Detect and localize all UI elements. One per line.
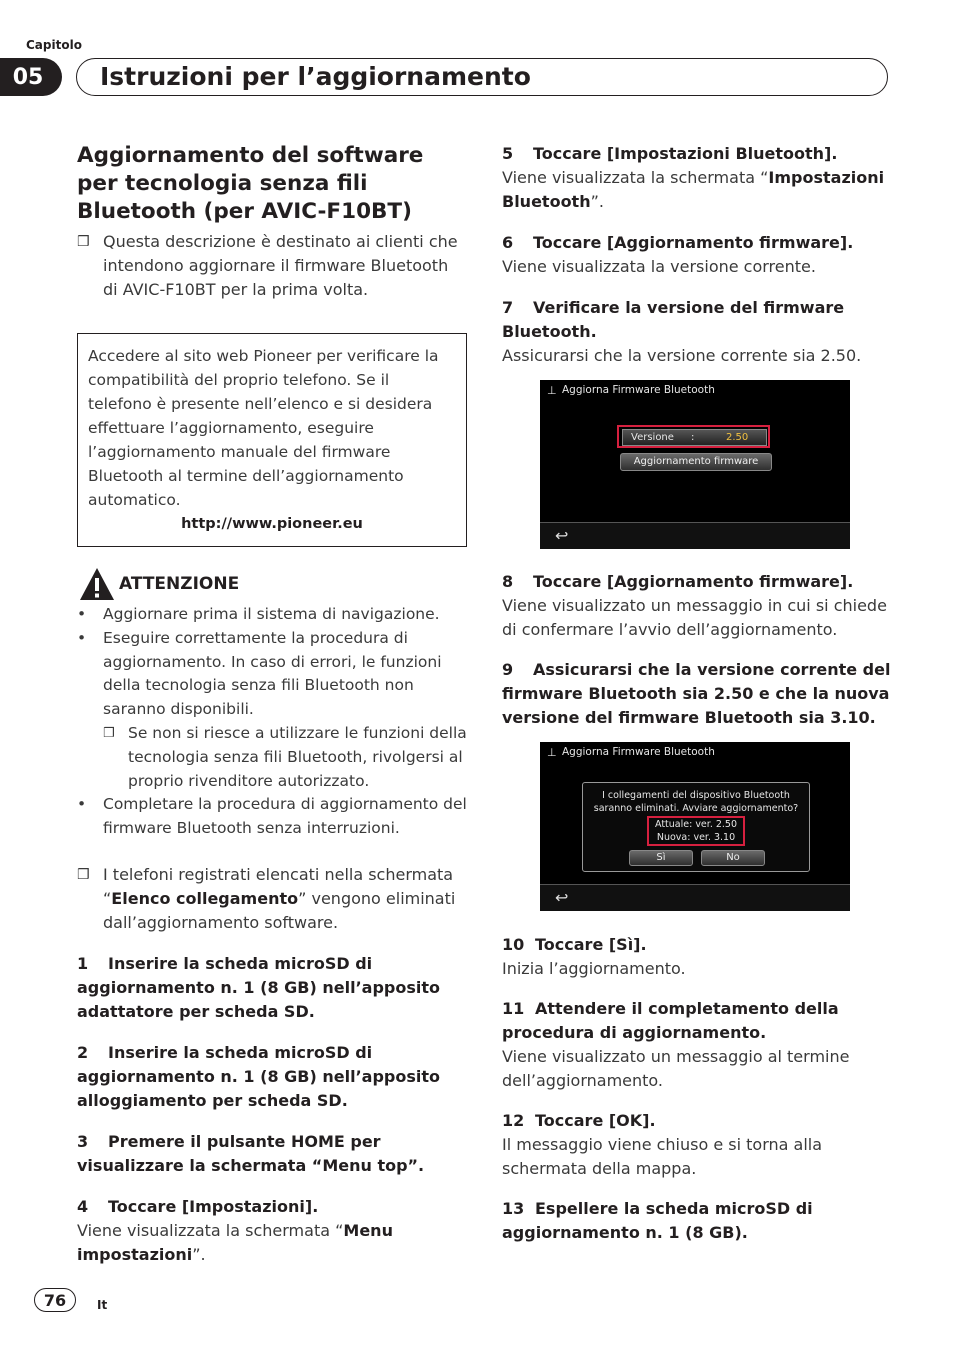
back-icon[interactable]: ↩ <box>555 526 569 545</box>
signal-icon: ⊥ <box>547 384 557 397</box>
step-11: 11 Attendere il completamento della procedura di aggiornamento. <box>502 999 839 1042</box>
step-1: 1 Inserire la scheda microSD di aggiornamento n. 1 (8 GB) nell’apposito adattatore per scheda SD. <box>77 953 440 1021</box>
warning-bullet: • Completare la procedura di aggiornamento del firmware Bluetooth senza interruzioni. <box>77 795 467 838</box>
screen-title-bar: ⊥ Aggiorna Firmware Bluetooth <box>540 380 850 400</box>
step-6: 6 Toccare [Aggiornamento firmware]. <box>502 233 854 252</box>
chapter-title: Istruzioni per l’aggiornamento <box>100 62 531 91</box>
left-column <box>77 142 467 1267</box>
info-box <box>77 333 467 547</box>
warning-title: ATTENZIONE <box>119 574 240 594</box>
step-4: 4 Toccare [Impostazioni]. <box>77 1196 319 1216</box>
right-column-middle <box>502 570 894 730</box>
chapter-label: Capitolo <box>26 38 82 52</box>
signal-icon: ⊥ <box>547 746 557 759</box>
step-10: 10 Toccare [Sì]. <box>502 935 647 954</box>
step-5: 5 Toccare [Impostazioni Bluetooth]. <box>502 144 838 163</box>
version-info: Attuale: ver. 2.50 Nuova: ver. 3.10 <box>654 819 738 843</box>
step-7-desc: Assicurarsi che la versione corrente sia 2.50. <box>502 346 862 365</box>
warning-bullet: • Aggiornare prima il sistema di navigazione. <box>77 605 440 623</box>
step-9: 9 Assicurarsi che la versione corrente del firmware Bluetooth sia 2.50 e che la nuova versione del firmware Bluetooth sia 3.10. <box>502 660 891 727</box>
screen-bottom-bar <box>540 884 850 911</box>
warning-heading <box>77 567 467 601</box>
step-6-desc: Viene visualizzata la versione corrente. <box>502 257 816 276</box>
pioneer-url-link[interactable]: http://www.pioneer.eu <box>181 516 363 532</box>
right-column <box>502 142 894 368</box>
note-item <box>77 230 467 302</box>
checkbox-icon: ❒ <box>103 725 115 741</box>
page-number: 76 <box>34 1288 76 1312</box>
step-8: 8 Toccare [Aggiornamento firmware]. <box>502 572 854 591</box>
step-5-desc: Viene visualizzata la schermata “Impostazioni Bluetooth”. <box>502 168 885 211</box>
step-8-desc: Viene visualizzato un messaggio in cui si chiede di confermare l’avvio dell’aggiornamento. <box>502 596 887 639</box>
screen-title-bar: ⊥ Aggiorna Firmware Bluetooth <box>540 742 850 762</box>
version-row: Versione : 2.50 <box>622 429 767 446</box>
note-text: Questa descrizione è destinato ai clienti che intendono aggiornare il firmware Bluetooth di AVIC-F10BT per la prima volta. <box>103 232 458 299</box>
step-12: 12 Toccare [OK]. <box>502 1111 656 1130</box>
note-item <box>77 863 467 935</box>
step-4-desc: Viene visualizzata la schermata “Menu impostazioni”. <box>77 1220 393 1264</box>
chapter-number-badge: 05 <box>0 58 62 96</box>
right-column-bottom <box>502 933 894 1245</box>
checkbox-icon: ❒ <box>77 866 90 883</box>
info-box-text: Accedere al sito web Pioneer per verificare la compatibilità del proprio telefono. Se il telefono è presente nell’elenco e si desidera effettuare l’aggiornamento, eseguire l’aggiornamento manuale del firmware Bluetooth al termine dell’aggiornamento automatico. <box>88 347 439 509</box>
warning-icon <box>79 567 115 601</box>
step-7: 7 Verificare la versione del firmware Bluetooth. <box>502 298 845 341</box>
note-text: I telefoni registrati elencati nella schermata “Elenco collegamento” vengono eliminati dall’aggiornamento software. <box>103 864 456 932</box>
step-10-desc: Inizia l’aggiornamento. <box>502 959 686 978</box>
yes-button[interactable]: Sì <box>629 850 693 866</box>
step-11-desc: Viene visualizzato un messaggio al termine dell’aggiornamento. <box>502 1047 850 1090</box>
section-title: Aggiornamento del software per tecnologia senza fili Bluetooth (per AVIC-F10BT) <box>77 143 424 224</box>
step-3: 3 Premere il pulsante HOME per visualizzare la schermata “Menu top”. <box>77 1131 425 1175</box>
checkbox-icon: ❒ <box>77 234 90 250</box>
step-12-desc: Il messaggio viene chiuso e si torna alla schermata della mappa. <box>502 1135 823 1178</box>
language-code: It <box>97 1298 108 1312</box>
warning-bullet: • Eseguire correttamente la procedura di aggiornamento. In caso di errori, le funzioni della tecnologia senza fili Bluetooth non saranno disponibili. <box>77 628 442 719</box>
firmware-update-button[interactable]: Aggiornamento firmware <box>620 453 772 471</box>
step-2: 2 Inserire la scheda microSD di aggiornamento n. 1 (8 GB) nell’apposito alloggiamento per scheda SD. <box>77 1042 440 1110</box>
firmware-screen-2 <box>540 742 850 911</box>
warning-sub-bullet: ❒ Se non si riesce a utilizzare le funzioni della tecnologia senza fili Bluetooth, rivolgersi al proprio rivenditore autorizzato. <box>103 722 467 793</box>
confirm-dialog <box>582 782 810 872</box>
no-button[interactable]: No <box>701 850 765 866</box>
back-icon[interactable]: ↩ <box>555 888 569 907</box>
step-13: 13 Espellere la scheda microSD di aggiornamento n. 1 (8 GB). <box>502 1199 813 1242</box>
dialog-message: I collegamenti del dispositivo Bluetooth saranno eliminati. Avviare aggiornamento? <box>593 790 799 814</box>
firmware-screen-1 <box>540 380 850 549</box>
screen-bottom-bar <box>540 522 850 549</box>
